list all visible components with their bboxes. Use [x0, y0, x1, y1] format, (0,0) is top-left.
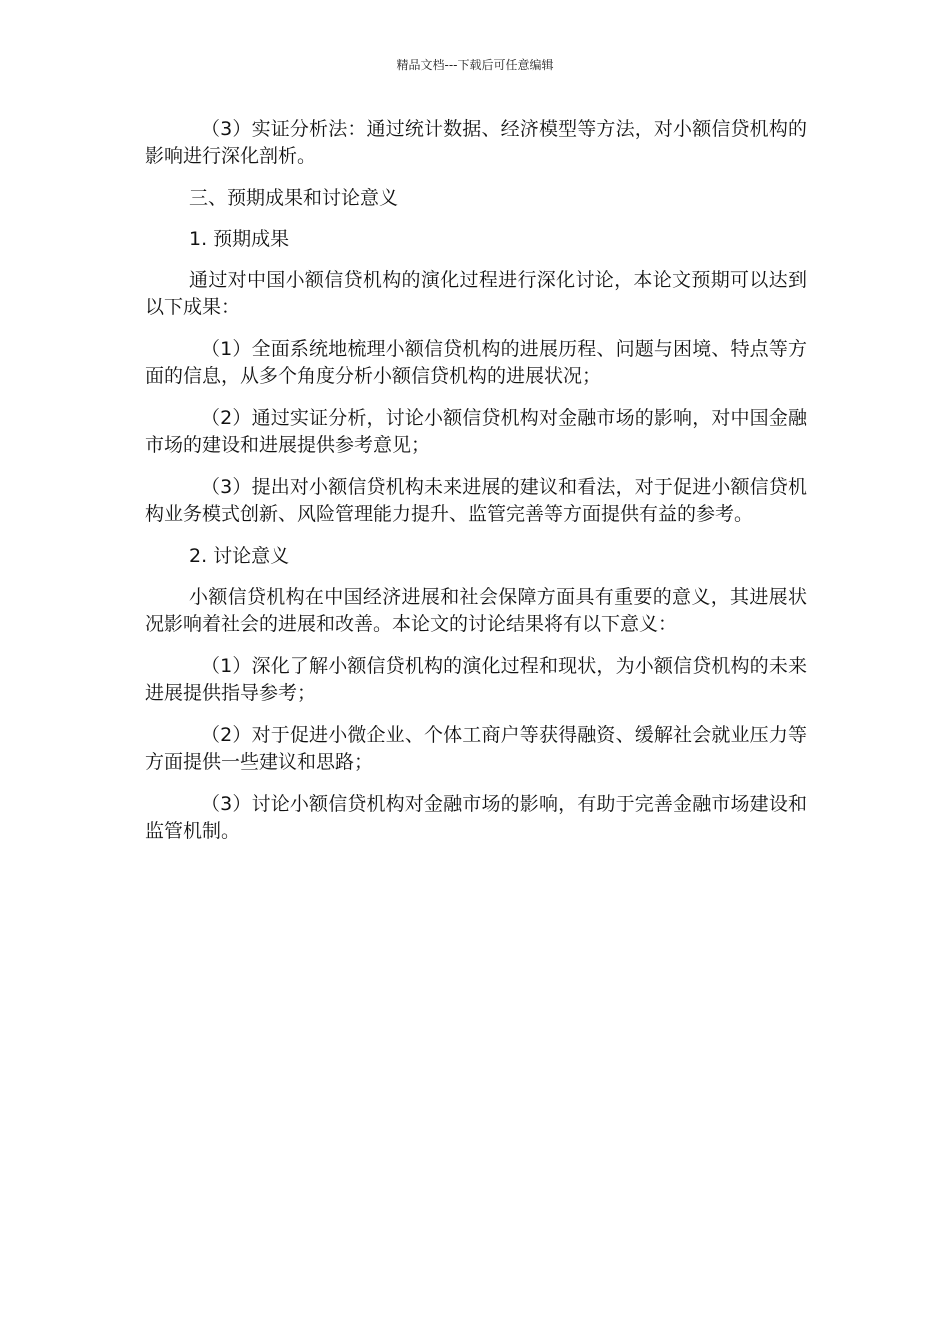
- expected-result-item-2: （2）通过实证分析，讨论小额信贷机构对金融市场的影响，对中国金融市场的建设和进展提供参考意见；: [145, 407, 807, 456]
- significance-item-2: （2）对于促进小微企业、个体工商户等获得融资、缓解社会就业压力等方面提供一些建议和思路；: [145, 724, 807, 773]
- expected-results-intro: 通过对中国小额信贷机构的演化过程进行深化讨论，本论文预期可以达到以下成果：: [145, 269, 807, 318]
- document-body: [145, 116, 807, 860]
- significance-item-1: （1）深化了解小额信贷机构的演化过程和现状，为小额信贷机构的未来进展提供指导参考；: [145, 655, 807, 704]
- page-header: 精品文档---下载后可任意编辑: [396, 58, 554, 72]
- subheading-expected-results: 1. 预期成果: [189, 228, 290, 250]
- expected-result-item-3: （3）提出对小额信贷机构未来进展的建议和看法，对于促进小额信贷机构业务模式创新、风险管理能力提升、监管完善等方面提供有益的参考。: [145, 476, 807, 525]
- significance-intro: 小额信贷机构在中国经济进展和社会保障方面具有重要的意义，其进展状况影响着社会的进展和改善。本论文的讨论结果将有以下意义：: [145, 586, 807, 635]
- subheading-significance: 2. 讨论意义: [189, 545, 290, 567]
- expected-result-item-1: （1）全面系统地梳理小额信贷机构的进展历程、问题与困境、特点等方面的信息，从多个角度分析小额信贷机构的进展状况；: [145, 338, 807, 387]
- significance-item-3: （3）讨论小额信贷机构对金融市场的影响，有助于完善金融市场建设和监管机制。: [145, 793, 807, 842]
- section-heading-expected-results: 三、预期成果和讨论意义: [189, 187, 399, 209]
- method-paragraph-3: （3）实证分析法：通过统计数据、经济模型等方法，对小额信贷机构的影响进行深化剖析。: [145, 118, 807, 167]
